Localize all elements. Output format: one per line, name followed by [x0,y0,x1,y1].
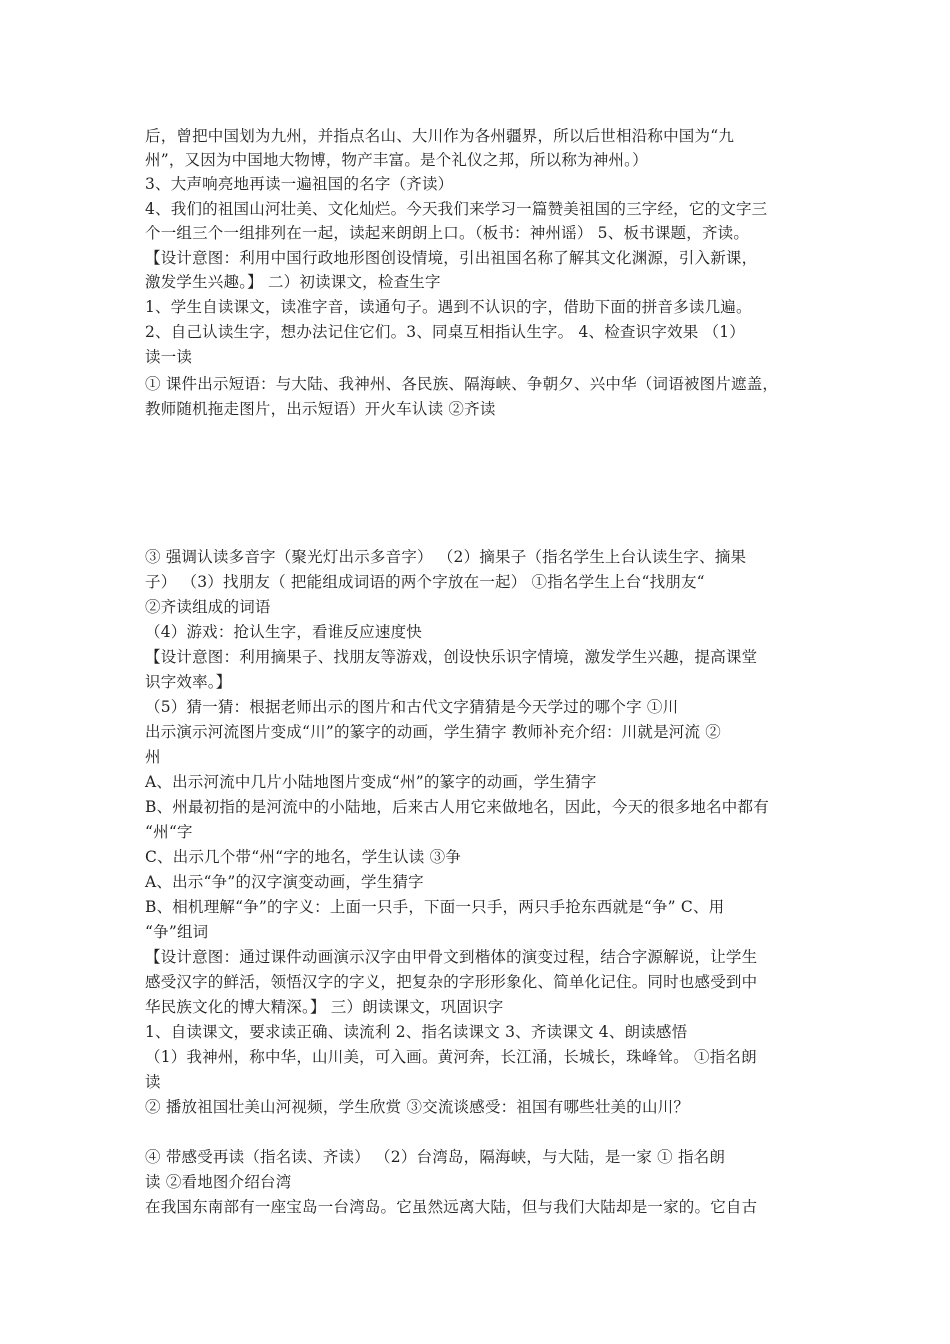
text-line: B、州最初指的是河流中的小陆地，后来古人用它来做地名，因此，今天的很多地名中都有 [145,798,769,816]
text-line: 读 ②看地图介绍台湾 [145,1173,292,1191]
text-line: 子） （3）找朋友（ 把能组成词语的两个字放在一起） ①指名学生上台“找朋友“ [145,573,705,591]
text-line: 4、我们的祖国山河壮美、文化灿烂。今天我们来学习一篇赞美祖国的三字经，它的文字三 [145,200,768,218]
text-line: ③ 强调认读多音字（聚光灯出示多音字） （2）摘果子（指名学生上台认读生字、摘果 [145,548,747,566]
text-line: （1）我神州，称中华，山川美，可入画。黄河奔，长江涌，长城长，珠峰耸。 ①指名朗 [145,1048,757,1066]
text-line: 个一组三个一组排列在一起，读起来朗朗上口。（板书：神州谣） 5、板书课题，齐读。 [145,224,750,242]
text-line: ②齐读组成的词语 [145,598,271,616]
text-line: 【设计意图：通过课件动画演示汉字由甲骨文到楷体的演变过程，结合字源解说，让学生 [145,948,758,966]
text-line: “州“字 [145,823,193,841]
text-line: 【设计意图：利用中国行政地形图创设情境，引出祖国名称了解其文化渊源，引入新课， [145,249,758,267]
text-line: C、出示几个带“州“字的地名，学生认读 ③争 [145,848,462,866]
text-line: 1、学生自读课文，读准字音，读通句子。遇到不认识的字，借助下面的拼音多读几遍。 [145,298,752,316]
text-line: 识字效率。】 [145,673,232,691]
text-line: A、出示河流中几片小陆地图片变成“州”的篆字的动画，学生猜字 [145,773,597,791]
text-line: 州 [145,748,161,766]
text-line: “争”组词 [145,923,209,941]
text-line: ① 课件出示短语：与大陆、我神州、各民族、隔海峡、争朝夕、兴中华（词语被图片遮盖， [145,375,779,393]
text-line: 感受汉字的鲜活，领悟汉字的字义，把复杂的字形形象化、简单化记住。同时也感受到中 [145,973,758,991]
text-line: 【设计意图：利用摘果子、找朋友等游戏，创设快乐识字情境，激发学生兴趣，提高课堂 [145,648,758,666]
text-line: ④ 带感受再读（指名读、齐读） （2）台湾岛，隔海峡，与大陆，是一家 ① 指名朗 [145,1148,726,1166]
text-line: 后，曾把中国划为九州，并指点名山、大川作为各州疆界，所以后世相沿称中国为“九 [145,127,735,145]
text-line: 教师随机拖走图片，出示短语）开火车认读 ②齐读 [145,400,496,418]
text-line: 读一读 [145,348,193,366]
text-line: （5）猜一猜：根据老师出示的图片和古代文字猜猜是今天学过的哪个字 ①川 [145,698,679,716]
text-line: 州”，又因为中国地大物博，物产丰富。是个礼仪之邦，所以称为神州。） [145,151,648,169]
text-line: 华民族文化的博大精深。】 三）朗读课文，巩固识字 [145,998,504,1016]
text-line: ② 播放祖国壮美山河视频，学生欣赏 ③交流谈感受：祖国有哪些壮美的山川？ [145,1098,690,1116]
text-line: 1、自读课文，要求读正确、读流利 2、指名读课文 3、齐读课文 4、朗读感悟 [145,1023,688,1041]
text-line: B、相机理解“争”的字义：上面一只手，下面一只手，两只手抢东西就是“争” C、用 [145,898,725,916]
text-line: A、出示“争”的汉字演变动画，学生猜字 [145,873,424,891]
text-line: 出示演示河流图片变成“川”的篆字的动画，学生猜字 教师补充介绍：川就是河流 ② [145,723,722,741]
text-line: 在我国东南部有一座宝岛一台湾岛。它虽然远离大陆，但与我们大陆却是一家的。它自古 [145,1198,758,1216]
text-line: 3、大声响亮地再读一遍祖国的名字（齐读） [145,175,454,193]
text-line: 读 [145,1073,161,1091]
text-line: 激发学生兴趣。】 二）初读课文，检查生字 [145,273,441,291]
text-line: 2、自己认读生字，想办法记住它们。3、同桌互相指认生字。 4、检查识字效果 （1） [145,323,746,341]
text-line: （4）游戏：抢认生字，看谁反应速度快 [145,623,422,641]
